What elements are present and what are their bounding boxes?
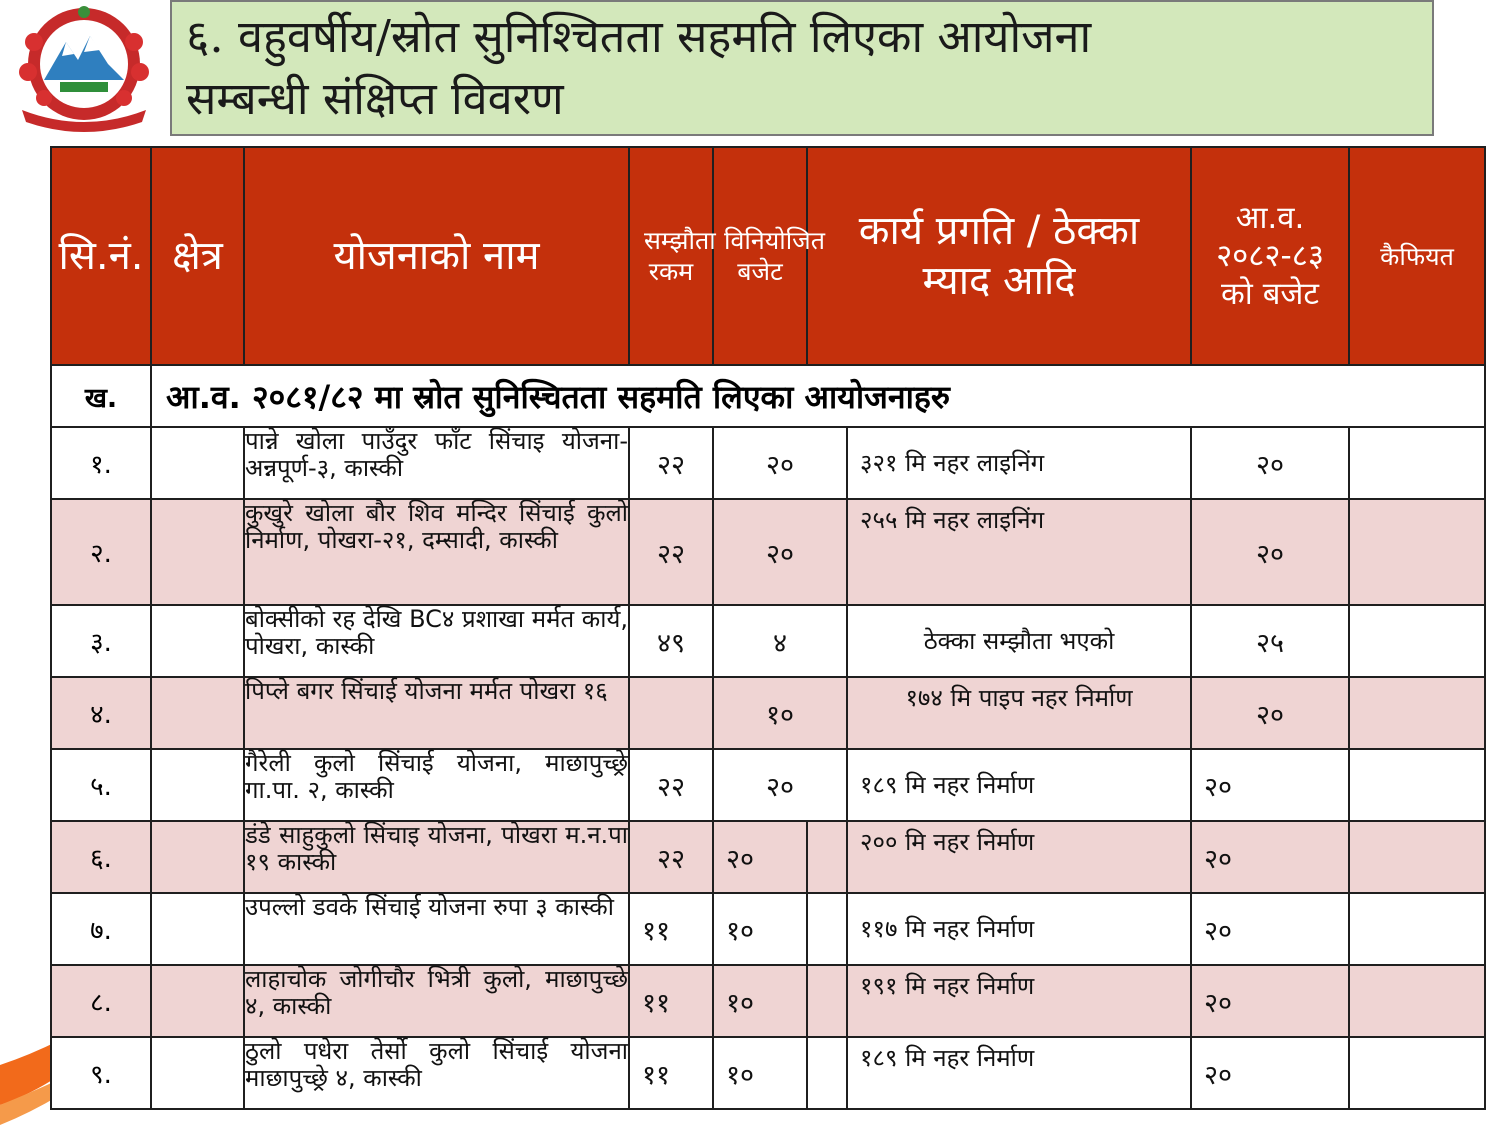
row-remarks bbox=[1349, 893, 1485, 965]
row-allocated: १० bbox=[713, 893, 807, 965]
row-sn: ७. bbox=[51, 893, 151, 965]
row-sn: ८. bbox=[51, 965, 151, 1037]
row-area bbox=[151, 1037, 244, 1109]
row-allocated: २० bbox=[713, 499, 847, 605]
row-allocated: २० bbox=[713, 821, 807, 893]
row-progress: ११७ मि नहर निर्माण bbox=[847, 893, 1191, 965]
row-budget: २० bbox=[1191, 749, 1349, 821]
row-allocated-blank bbox=[807, 1037, 847, 1109]
row-budget: २० bbox=[1191, 821, 1349, 893]
row-name: ठुलो पधेरा तेर्सो कुलो सिंचाई योजना माछापुच्छ्रे ४, कास्की bbox=[244, 1037, 629, 1109]
row-remarks bbox=[1349, 821, 1485, 893]
row-allocated: १० bbox=[713, 677, 847, 749]
row-allocated: २० bbox=[713, 427, 847, 499]
table-row bbox=[51, 749, 1485, 821]
row-progress: १९१ मि नहर निर्माण bbox=[847, 965, 1191, 1037]
row-agreement: ११ bbox=[629, 893, 713, 965]
row-progress: २०० मि नहर निर्माण bbox=[847, 821, 1191, 893]
table-row bbox=[51, 427, 1485, 499]
row-allocated: १० bbox=[713, 1037, 807, 1109]
header-area: क्षेत्र bbox=[151, 147, 244, 365]
row-area bbox=[151, 821, 244, 893]
row-allocated-blank bbox=[807, 821, 847, 893]
row-name: उपल्लो डवके सिंचाई योजना रुपा ३ कास्की bbox=[244, 893, 629, 965]
table-row bbox=[51, 499, 1485, 605]
row-allocated-blank bbox=[807, 893, 847, 965]
row-progress: ठेक्का सम्झौता भएको bbox=[847, 605, 1191, 677]
header-sn: सि.नं. bbox=[51, 147, 151, 365]
row-agreement: २२ bbox=[629, 749, 713, 821]
row-budget: २० bbox=[1191, 965, 1349, 1037]
header-agreement: सम्झौता रकम bbox=[629, 147, 713, 365]
row-area bbox=[151, 749, 244, 821]
row-name: पान्ने खोला पाउँदुर फाँट सिंचाइ योजना-अन्नपूर्ण-३, कास्की bbox=[244, 427, 629, 499]
nepal-emblem-logo bbox=[4, 2, 164, 138]
table-row bbox=[51, 605, 1485, 677]
table-row bbox=[51, 965, 1485, 1037]
row-sn: ३. bbox=[51, 605, 151, 677]
row-name: गैरेली कुलो सिंचाई योजना, माछापुच्छ्रे गा.पा. २, कास्की bbox=[244, 749, 629, 821]
row-allocated: ४ bbox=[713, 605, 847, 677]
title-line-2: सम्बन्धी संक्षिप्त विवरण bbox=[186, 72, 564, 125]
row-remarks bbox=[1349, 749, 1485, 821]
row-remarks bbox=[1349, 605, 1485, 677]
row-name: डंडे साहुकुलो सिंचाइ योजना, पोखरा म.न.पा १९ कास्की bbox=[244, 821, 629, 893]
row-area bbox=[151, 965, 244, 1037]
row-budget: २० bbox=[1191, 427, 1349, 499]
table-row bbox=[51, 893, 1485, 965]
row-budget: २५ bbox=[1191, 605, 1349, 677]
row-sn: ६. bbox=[51, 821, 151, 893]
row-agreement: ४९ bbox=[629, 605, 713, 677]
row-remarks bbox=[1349, 427, 1485, 499]
row-agreement bbox=[629, 677, 713, 749]
title-line-1: ६. वहुवर्षीय/स्रोत सुनिश्चितता सहमति लिएका आयोजना bbox=[186, 10, 1092, 63]
row-sn: ९. bbox=[51, 1037, 151, 1109]
slide-title-box bbox=[170, 0, 1434, 136]
row-agreement: २२ bbox=[629, 427, 713, 499]
row-sn: २. bbox=[51, 499, 151, 605]
row-remarks bbox=[1349, 499, 1485, 605]
row-name: कुखुरे खोला बौर शिव मन्दिर सिंचाई कुलो निर्माण, पोखरा-२१, दम्सादी, कास्की bbox=[244, 499, 629, 605]
row-progress: १८९ मि नहर निर्माण bbox=[847, 749, 1191, 821]
header-budget: आ.व. २०८२-८३ को बजेट bbox=[1191, 147, 1349, 365]
header-allocated: विनियोजित बजेट bbox=[713, 147, 807, 365]
row-progress: १७४ मि पाइप नहर निर्माण bbox=[847, 677, 1191, 749]
row-remarks bbox=[1349, 677, 1485, 749]
header-progress: कार्य प्रगति / ठेक्का म्याद आदि bbox=[807, 147, 1191, 365]
row-sn: ४. bbox=[51, 677, 151, 749]
row-allocated: १० bbox=[713, 965, 807, 1037]
row-sn: १. bbox=[51, 427, 151, 499]
row-progress: ३२१ मि नहर लाइनिंग bbox=[847, 427, 1191, 499]
row-agreement: २२ bbox=[629, 499, 713, 605]
row-agreement: २२ bbox=[629, 821, 713, 893]
header-name: योजनाको नाम bbox=[244, 147, 629, 365]
row-area bbox=[151, 427, 244, 499]
header-remarks: कैफियत bbox=[1349, 147, 1485, 365]
row-budget: २० bbox=[1191, 893, 1349, 965]
table-row bbox=[51, 677, 1485, 749]
row-agreement: ११ bbox=[629, 1037, 713, 1109]
row-allocated: २० bbox=[713, 749, 847, 821]
row-area bbox=[151, 605, 244, 677]
row-budget: २० bbox=[1191, 1037, 1349, 1109]
row-name: पिप्ले बगर सिंचाई योजना मर्मत पोखरा १६ bbox=[244, 677, 629, 749]
table-row bbox=[51, 1037, 1485, 1109]
section-sn: ख. bbox=[51, 365, 151, 427]
row-allocated-blank bbox=[807, 965, 847, 1037]
row-area bbox=[151, 893, 244, 965]
row-progress: २५५ मि नहर लाइनिंग bbox=[847, 499, 1191, 605]
table-row bbox=[51, 821, 1485, 893]
project-table bbox=[50, 146, 1486, 1110]
row-name: लाहाचोक जोगीचौर भित्री कुलो, माछापुच्छे ४, कास्की bbox=[244, 965, 629, 1037]
section-title: आ.व. २०८१/८२ मा स्रोत सुनिस्चितता सहमति लिएका आयोजनाहरु bbox=[151, 365, 1485, 427]
row-agreement: ११ bbox=[629, 965, 713, 1037]
row-sn: ५. bbox=[51, 749, 151, 821]
row-name: बोक्सीको रह देखि BC४ प्रशाखा मर्मत कार्य, पोखरा, कास्की bbox=[244, 605, 629, 677]
row-budget: २० bbox=[1191, 499, 1349, 605]
row-remarks bbox=[1349, 965, 1485, 1037]
row-budget: २० bbox=[1191, 677, 1349, 749]
row-area bbox=[151, 499, 244, 605]
row-progress: १८९ मि नहर निर्माण bbox=[847, 1037, 1191, 1109]
row-remarks bbox=[1349, 1037, 1485, 1109]
row-area bbox=[151, 677, 244, 749]
